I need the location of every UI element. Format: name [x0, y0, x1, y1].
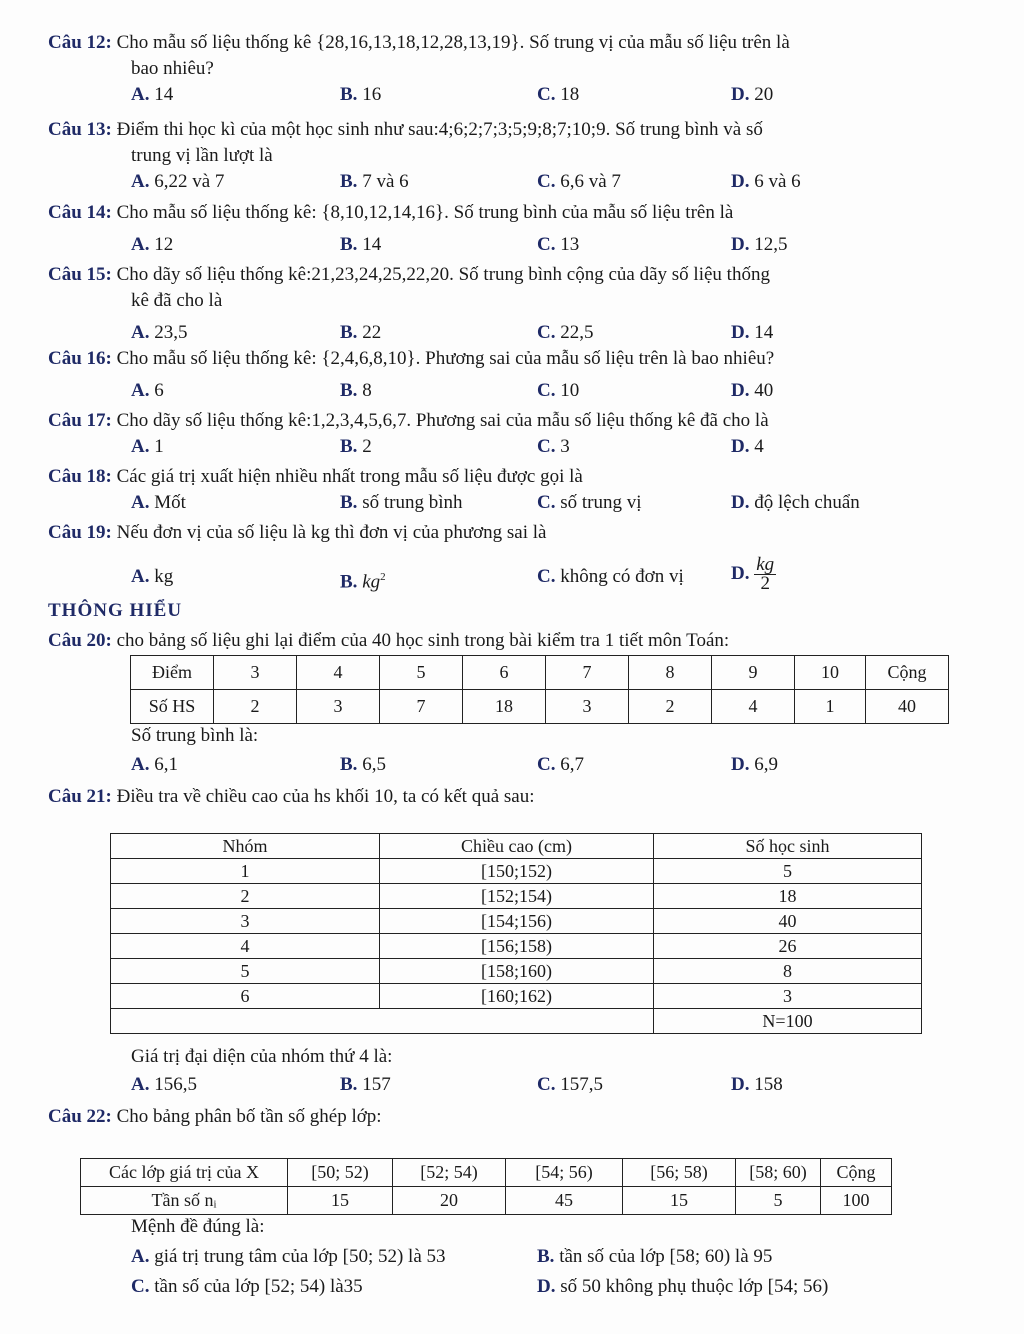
- option-b[interactable]: B. 6,5: [340, 754, 386, 775]
- table-row: Các lớp giá trị của X [50; 52) [52; 54) [54; 56) [56; 58) [58; 60) Cộng: [81, 1159, 892, 1187]
- table-row: 6 [160;162) 3: [111, 984, 922, 1009]
- option-b[interactable]: B. $kg^2$: [340, 571, 386, 593]
- question-18: [48, 464, 928, 516]
- option-c[interactable]: C. 6,6 và 7: [537, 171, 621, 192]
- option-c[interactable]: C. 157,5: [537, 1074, 603, 1095]
- question-22: [48, 1104, 928, 1130]
- question-text: Cho mẫu số liệu thống kê: {8,10,12,14,16}. Số trung bình của mẫu số liệu trên là: [116, 202, 734, 223]
- option-d[interactable]: D. 14: [731, 322, 774, 343]
- question-number: Câu 12:: [48, 32, 112, 53]
- question-16: [48, 346, 928, 404]
- option-b[interactable]: B. 22: [340, 322, 382, 343]
- options: [48, 82, 928, 108]
- option-a[interactable]: A. 156,5: [131, 1074, 197, 1095]
- question-13: [48, 117, 928, 195]
- option-d[interactable]: D. số 50 không phụ thuộc lớp [54; 56): [537, 1276, 829, 1297]
- option-c[interactable]: C. tần số của lớp [52; 54) là35: [131, 1276, 363, 1297]
- height-table: [110, 833, 922, 1034]
- option-c[interactable]: C. 3: [537, 436, 570, 457]
- options: [48, 232, 928, 258]
- question-text: cho bảng số liệu ghi lại điểm của 40 học sinh trong bài kiểm tra 1 tiết môn Toán:: [116, 630, 730, 651]
- question-number: Câu 18:: [48, 466, 112, 487]
- options: [48, 378, 928, 404]
- option-b[interactable]: B. 16: [340, 84, 382, 105]
- question-number: Câu 15:: [48, 264, 112, 285]
- table-row: Điểm 3 4 5 6 7 8 9 10 Cộng: [131, 656, 949, 690]
- question-text: Điều tra về chiều cao của hs khối 10, ta có kết quả sau:: [116, 786, 535, 807]
- option-b[interactable]: B. 157: [340, 1074, 391, 1095]
- table-row: 2 [152;154) 18: [111, 884, 922, 909]
- table-row: 5 [158;160) 8: [111, 959, 922, 984]
- question-20: [48, 628, 928, 654]
- question-text: Nếu đơn vị của số liệu là kg thì đơn vị của phương sai là: [116, 522, 547, 543]
- option-c[interactable]: C. số trung vị: [537, 492, 642, 513]
- question-number: Câu 20:: [48, 630, 112, 651]
- options: [48, 434, 928, 460]
- option-b[interactable]: B. tần số của lớp [58; 60) là 95: [537, 1246, 773, 1267]
- question-14: [48, 200, 928, 258]
- question-number: Câu 16:: [48, 348, 112, 369]
- frequency-table: [80, 1158, 892, 1215]
- question-number: Câu 17:: [48, 410, 112, 431]
- option-d[interactable]: D. 6 và 6: [731, 171, 801, 192]
- score-table: [130, 655, 949, 724]
- question-19: [48, 520, 928, 596]
- section-heading: THÔNG HIỂU: [48, 600, 183, 621]
- question-number: Câu 21:: [48, 786, 112, 807]
- question-number: Câu 14:: [48, 202, 112, 223]
- question-text: Điểm thi học kì của một học sinh như sau:4;6;2;7;3;5;9;8;7;10;9. Số trung bình và số: [116, 119, 763, 140]
- option-b[interactable]: B. 2: [340, 436, 372, 457]
- question-12: [48, 30, 928, 108]
- question-text: Cho dãy số liệu thống kê:21,23,24,25,22,20. Số trung bình cộng của dãy số liệu thống: [116, 264, 770, 285]
- option-b[interactable]: B. 14: [340, 234, 382, 255]
- option-c[interactable]: C. 18: [537, 84, 580, 105]
- table-row: Tần số nᵢ 15 20 45 15 5 100: [81, 1187, 892, 1215]
- question-prompt: Mệnh đề đúng là:: [131, 1216, 265, 1237]
- option-d[interactable]: D. 158: [731, 1074, 783, 1095]
- question-15: [48, 262, 928, 346]
- option-a[interactable]: A. 6,1: [131, 754, 178, 775]
- option-a[interactable]: A. Mốt: [131, 492, 186, 513]
- option-a[interactable]: A. kg: [131, 566, 174, 587]
- options: [48, 556, 928, 596]
- question-text-cont: bao nhiêu?: [131, 58, 214, 79]
- question-text-cont: kê đã cho là: [131, 290, 223, 311]
- question-text: Cho bảng phân bố tần số ghép lớp:: [116, 1106, 382, 1127]
- option-a[interactable]: A. 23,5: [131, 322, 188, 343]
- question-prompt: Số trung bình là:: [131, 725, 259, 746]
- option-c[interactable]: C. 10: [537, 380, 580, 401]
- table-total-row: N=100: [111, 1009, 922, 1034]
- option-c[interactable]: C. 22,5: [537, 322, 594, 343]
- option-b[interactable]: B. 7 và 6: [340, 171, 409, 192]
- table-row: 3 [154;156) 40: [111, 909, 922, 934]
- question-text: Các giá trị xuất hiện nhiều nhất trong mẫu số liệu được gọi là: [116, 466, 583, 487]
- options: [48, 752, 928, 778]
- option-d[interactable]: D. 20: [731, 84, 774, 105]
- option-d[interactable]: D. 6,9: [731, 754, 778, 775]
- option-d[interactable]: D. 12,5: [731, 234, 788, 255]
- option-d[interactable]: D. 4: [731, 436, 764, 457]
- table-header-row: Nhóm Chiều cao (cm) Số học sinh: [111, 834, 922, 859]
- option-d[interactable]: D. $\frac{kg}{2}$: [731, 554, 775, 594]
- question-21-options: [48, 1072, 928, 1098]
- question-20-options: [48, 752, 928, 778]
- question-text: Cho mẫu số liệu thống kê: {2,4,6,8,10}. Phương sai của mẫu số liệu trên là bao nhiêu?: [116, 348, 775, 369]
- table-row: 1 [150;152) 5: [111, 859, 922, 884]
- option-c[interactable]: C. 6,7: [537, 754, 584, 775]
- question-text: Cho mẫu số liệu thống kê {28,16,13,18,12,28,13,19}. Số trung vị của mẫu số liệu trên là: [116, 32, 790, 53]
- option-c[interactable]: C. không có đơn vị: [537, 566, 684, 587]
- option-a[interactable]: A. 14: [131, 84, 174, 105]
- option-a[interactable]: A. 1: [131, 436, 164, 457]
- option-a[interactable]: A. giá trị trung tâm của lớp [50; 52) là 53: [131, 1246, 446, 1267]
- question-text-cont: trung vị lần lượt là: [131, 145, 273, 166]
- question-number: Câu 22:: [48, 1106, 112, 1127]
- options: [48, 320, 928, 346]
- option-b[interactable]: B. 8: [340, 380, 372, 401]
- question-21: [48, 784, 928, 810]
- fraction: $\frac{kg}{2}$: [756, 554, 775, 594]
- options: [48, 490, 928, 516]
- option-a[interactable]: A. 12: [131, 234, 174, 255]
- table-row: 4 [156;158) 26: [111, 934, 922, 959]
- option-b[interactable]: B. số trung bình: [340, 492, 463, 513]
- options: [48, 1072, 928, 1098]
- option-d[interactable]: D. 40: [731, 380, 774, 401]
- question-number: Câu 19:: [48, 522, 112, 543]
- option-a[interactable]: A. 6,22 và 7: [131, 171, 225, 192]
- option-c[interactable]: C. 13: [537, 234, 580, 255]
- question-17: [48, 408, 928, 460]
- options: [48, 169, 928, 195]
- option-a[interactable]: A. 6: [131, 380, 164, 401]
- table-row: Số HS 2 3 7 18 3 2 4 1 40: [131, 690, 949, 724]
- option-d[interactable]: D. độ lệch chuẩn: [731, 492, 860, 513]
- question-number: Câu 13:: [48, 119, 112, 140]
- question-text: Cho dãy số liệu thống kê:1,2,3,4,5,6,7. Phương sai của mẫu số liệu thống kê đã cho là: [116, 410, 769, 431]
- question-prompt: Giá trị đại diện của nhóm thứ 4 là:: [131, 1046, 393, 1067]
